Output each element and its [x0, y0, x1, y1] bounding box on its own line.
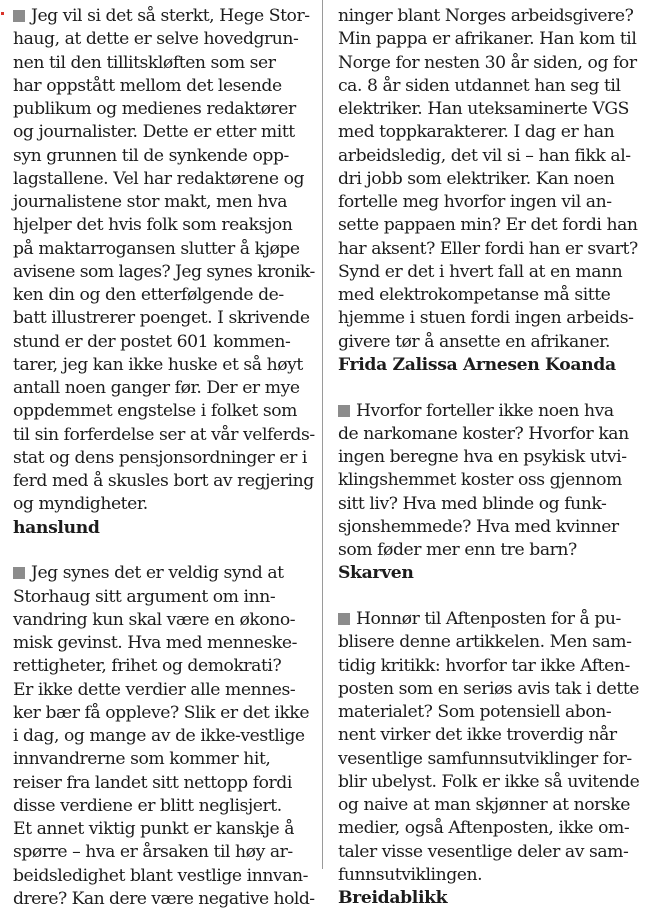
- comment-line: [13, 679, 315, 702]
- comment-line: [13, 702, 315, 725]
- comment-line-text: innvandrerne som kommer hit,: [13, 749, 271, 770]
- reader-comment: [13, 5, 315, 540]
- comment-line-text: drere? Kan dere være negative hold-: [13, 888, 315, 909]
- comment-line-text: Jeg vil si det så sterkt, Hege Stor-: [31, 6, 310, 26]
- comment-line: [338, 75, 643, 98]
- comment-line-text: Et annet viktig punkt er kanskje å: [13, 819, 294, 839]
- comment-line-text: ca. 8 år siden utdannet han seg til: [338, 75, 621, 96]
- reader-comment: [338, 5, 643, 377]
- comment-line: [338, 608, 643, 631]
- comment-line-text: stat og dens pensjonsordninger er i: [13, 447, 307, 468]
- comment-line: [13, 655, 315, 678]
- comment-line-text: rettigheter, frihet og demokrati?: [13, 656, 282, 677]
- comment-line-text: i dag, og mange av de ikke-vestlige: [13, 726, 305, 746]
- comment-line: [13, 493, 315, 516]
- comment-line: [13, 447, 315, 470]
- comment-line: [13, 98, 315, 121]
- comment-line-text: disse verdiene er blitt neglisjert.: [13, 795, 282, 816]
- comment-line-text: avisene som lages? Jeg synes kronik-: [13, 261, 315, 282]
- comment-line-text: misk gevinst. Hva med menneske-: [13, 633, 297, 653]
- comment-gap: [338, 586, 643, 609]
- comment-line: [13, 725, 315, 748]
- comment-line: [13, 888, 315, 911]
- comment-line-text: som føder mer enn tre barn?: [338, 540, 577, 560]
- comment-line-text: lagstallene. Vel har redaktørene og: [13, 168, 305, 189]
- comment-line: [338, 145, 643, 168]
- comment-line: [338, 701, 643, 724]
- comment-line: [338, 307, 643, 330]
- comment-line-text: funnsutviklingen.: [338, 864, 483, 885]
- comment-line-text: arbeidsledig, det vil si – han fikk al-: [338, 145, 631, 166]
- comment-line-text: vesentlige samfunnsutviklinger for-: [338, 748, 632, 769]
- comment-signature: Skarven: [338, 563, 414, 584]
- comment-line-text: stund er der postet 601 kommen-: [13, 331, 291, 352]
- comment-line: [13, 307, 315, 330]
- comment-line: [13, 284, 315, 307]
- comment-line: [13, 841, 315, 864]
- comment-line: [13, 28, 315, 51]
- comment-line: [13, 632, 315, 655]
- comment-line-text: med elektrokompetanse må sitte: [338, 285, 611, 305]
- comment-line: [13, 609, 315, 632]
- comment-line-text: haug, at dette er selve hovedgrun-: [13, 29, 299, 50]
- comment-line: [13, 470, 315, 493]
- comment-line-text: nen til den tillitskløften som ser: [13, 52, 276, 73]
- comment-line: [338, 214, 643, 237]
- comment-line: [13, 145, 315, 168]
- comment-gap: [338, 377, 643, 400]
- comment-line: [13, 52, 315, 75]
- comment-line-text: og myndigheter.: [13, 494, 148, 515]
- comment-line-text: Hvorfor forteller ikke noen hva: [356, 400, 614, 421]
- comment-line: [338, 400, 643, 423]
- comment-line: [338, 841, 643, 864]
- comment-line-text: og naive at man skjønner at norske: [338, 795, 630, 815]
- comment-line-text: publikum og medienes redaktører: [13, 99, 296, 119]
- comment-line: [13, 75, 315, 98]
- comment-line: [338, 724, 643, 747]
- comment-signature: hanslund: [13, 517, 100, 538]
- comment-line-text: ker bær få oppleve? Slik er det ikke: [13, 702, 310, 723]
- comment-line: [338, 446, 643, 469]
- comment-line: [13, 772, 315, 795]
- comment-line-text: sjonshemmede? Hva med kvinner: [338, 516, 619, 537]
- comment-line: [338, 631, 643, 654]
- comment-line-text: sette pappaen min? Er det fordi han: [338, 215, 638, 236]
- comment-line: [338, 168, 643, 191]
- comment-line-text: ninger blant Norges arbeidsgivere?: [338, 6, 634, 26]
- comment-line: [13, 865, 315, 888]
- comment-line-text: Min pappa er afrikaner. Han kom til: [338, 29, 637, 50]
- comment-line-text: reiser fra landet sitt nettopp fordi: [13, 772, 292, 793]
- column-divider: [322, 0, 323, 869]
- comment-line-text: oppdemmet engstelse i folket som: [13, 401, 297, 422]
- comment-line-text: ken din og den etterfølgende de-: [13, 285, 284, 305]
- comment-line-text: posten som en seriøs avis tak i dette: [338, 678, 639, 699]
- left-column: [13, 5, 315, 911]
- comment-line-text: sitt liv? Hva med blinde og funk-: [338, 493, 607, 514]
- comment-line: [13, 214, 315, 237]
- comment-line: [338, 238, 643, 261]
- comment-line-text: klingshemmet koster oss gjennom: [338, 470, 622, 491]
- comment-line: [338, 331, 643, 354]
- comment-line: [338, 678, 643, 701]
- comment-line-text: ingen beregne hva en psykisk utvi-: [338, 447, 627, 467]
- comment-line: [13, 377, 315, 400]
- comment-line-text: blisere denne artikkelen. Men sam-: [338, 632, 632, 653]
- comment-line-text: Er ikke dette verdier alle mennes-: [13, 679, 296, 700]
- comment-line-text: Norge for nesten 30 år siden, og for: [338, 52, 637, 73]
- comment-line-text: nent virker det ikke troverdig når: [338, 725, 617, 746]
- square-bullet-icon: [13, 10, 25, 22]
- comment-line-text: de narkomane koster? Hvorfor kan: [338, 423, 629, 444]
- comment-line-text: vandring kun skal være en økono-: [13, 609, 296, 630]
- comment-line-text: hjelper det hvis folk som reaksjon: [13, 215, 293, 236]
- comment-line-text: hjemme i stuen fordi ingen arbeids-: [338, 308, 634, 329]
- comment-line: [338, 771, 643, 794]
- comment-line-text: har oppstått mellom det lesende: [13, 75, 282, 96]
- right-column: [338, 5, 643, 910]
- comment-line: [338, 5, 643, 28]
- comment-line: [338, 423, 643, 446]
- comment-line-text: har aksent? Eller fordi han er svart?: [338, 238, 638, 259]
- comment-line: [13, 795, 315, 818]
- comment-line-text: fortelle meg hvorfor ingen vil an-: [338, 192, 612, 212]
- comment-line: [13, 191, 315, 214]
- comment-line: [13, 331, 315, 354]
- comment-line: [338, 52, 643, 75]
- square-bullet-icon: [338, 405, 350, 417]
- comment-line-text: tidig kritikk: hvorfor tar ikke Aften-: [338, 655, 630, 676]
- comment-line: [13, 354, 315, 377]
- comment-line-text: beidsledighet blant vestlige innvan-: [13, 865, 308, 886]
- comment-line: [338, 121, 643, 144]
- comment-line: [338, 655, 643, 678]
- reader-comment: [338, 400, 643, 586]
- comment-line: [13, 261, 315, 284]
- comment-line: [338, 28, 643, 51]
- comment-line-text: elektriker. Han uteksaminerte VGS: [338, 99, 629, 119]
- comment-signature: Frida Zalissa Arnesen Koanda: [338, 354, 616, 375]
- comment-line: [13, 5, 315, 28]
- comment-line: [13, 562, 315, 585]
- comment-line: [338, 284, 643, 307]
- comment-line-text: tarer, jeg kan ikke huske et så høyt: [13, 354, 303, 375]
- comment-line: [338, 261, 643, 284]
- corner-mark: [1, 12, 4, 15]
- comment-line: [13, 586, 315, 609]
- comment-line: [13, 121, 315, 144]
- comment-line-text: syn grunnen til de synkende opp-: [13, 145, 289, 166]
- comment-line: [338, 539, 643, 562]
- comment-line: [338, 191, 643, 214]
- comment-line: [13, 168, 315, 191]
- comment-line: [13, 400, 315, 423]
- comment-line: [338, 493, 643, 516]
- comment-line: [13, 238, 315, 261]
- comment-line-text: dri jobb som elektriker. Kan noen: [338, 168, 615, 189]
- comment-line: [338, 516, 643, 539]
- comment-line: [13, 818, 315, 841]
- square-bullet-icon: [13, 567, 25, 579]
- comment-line-text: taler visse vesentlige deler av sam-: [338, 841, 629, 862]
- reader-comment: [338, 608, 643, 910]
- comment-line: [338, 98, 643, 121]
- comment-line-text: og journalister. Dette er etter mitt: [13, 122, 295, 143]
- comment-signature: Breidablikk: [338, 888, 448, 908]
- comment-line-text: spørre – hva er årsaken til høy ar-: [13, 842, 293, 863]
- comment-line-text: med toppkarakterer. I dag er han: [338, 122, 615, 143]
- comment-line-text: blir ubelyst. Folk er ikke så uvitende: [338, 771, 640, 792]
- comment-line: [338, 748, 643, 771]
- comment-line-text: batt illustrerer poenget. I skrivende: [13, 308, 310, 329]
- square-bullet-icon: [338, 613, 350, 625]
- comment-line-text: Storhaug sitt argument om inn-: [13, 586, 276, 607]
- comment-line: [338, 469, 643, 492]
- comment-line: [338, 794, 643, 817]
- comment-line-text: Honnør til Aftenposten for å pu-: [356, 609, 621, 629]
- comment-line: [13, 748, 315, 771]
- comment-line: [13, 424, 315, 447]
- comment-line: [338, 864, 643, 887]
- comment-line-text: givere tør å ansette en afrikaner.: [338, 331, 611, 352]
- comment-line-text: medier, også Aftenposten, ikke om-: [338, 818, 630, 839]
- comment-line-text: til sin forferdelse ser at vår velferds-: [13, 424, 315, 445]
- comment-line: [338, 817, 643, 840]
- comment-line-text: Synd er det i hvert fall at en mann: [338, 261, 623, 282]
- comment-line-text: materialet? Som potensiell abon-: [338, 702, 612, 722]
- comment-line-text: på maktarrogansen slutter å kjøpe: [13, 238, 300, 259]
- comment-gap: [13, 540, 315, 563]
- comment-line-text: ferd med å skusles bort av regjering: [13, 471, 314, 491]
- reader-comment: [13, 562, 315, 911]
- comment-line-text: journalistene stor makt, men hva: [13, 192, 288, 212]
- comment-line-text: Jeg synes det er veldig synd at: [31, 563, 284, 584]
- comment-line-text: antall noen ganger før. Der er mye: [13, 378, 300, 398]
